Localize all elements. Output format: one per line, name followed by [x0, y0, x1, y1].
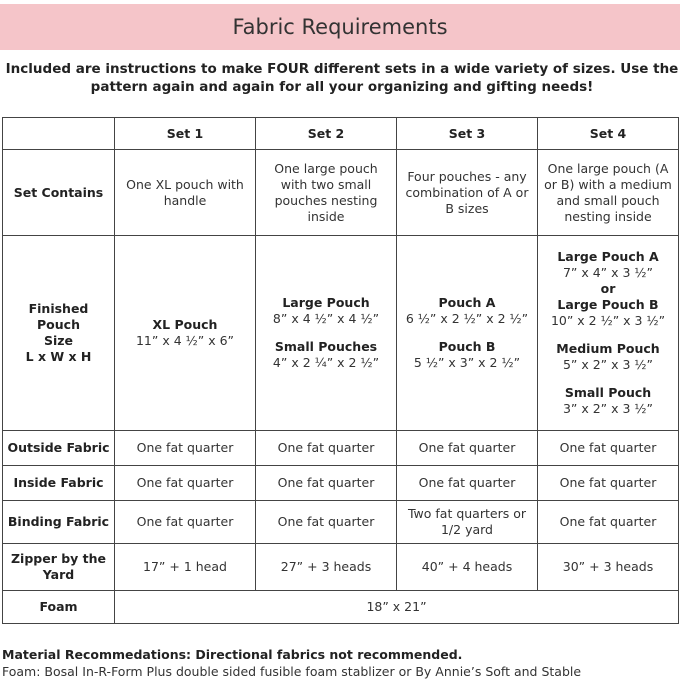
- set-4-binding: One fat quarter: [538, 501, 679, 544]
- row-label-binding-fabric: Binding Fabric: [3, 501, 115, 544]
- pouch-b-name: Pouch B: [438, 339, 496, 354]
- set-4-outside: One fat quarter: [538, 431, 679, 466]
- set-2-inside: One fat quarter: [256, 466, 397, 501]
- title-banner: [0, 4, 680, 50]
- row-label-outside-fabric: Outside Fabric: [3, 431, 115, 466]
- set-1-outside: One fat quarter: [115, 431, 256, 466]
- small-pouches-name: Small Pouches: [274, 339, 378, 354]
- large-pouch-b-size: 10” x 2 ½” x 3 ½”: [550, 313, 666, 328]
- table-row-finished-size: [3, 236, 679, 431]
- medium-pouch-name: Medium Pouch: [556, 341, 660, 356]
- set-4-finished-size: [538, 236, 679, 431]
- fabric-requirements-table: [2, 117, 679, 624]
- corner-cell: [3, 118, 115, 150]
- set-4-contains: One large pouch (A or B) with a medium and small pouch nesting inside: [538, 150, 679, 236]
- finished-label-line-1: Finished Pouch: [28, 301, 89, 332]
- pouch-a-size: 6 ½” x 2 ½” x 2 ½”: [405, 311, 529, 326]
- pouch-a-name: Pouch A: [438, 295, 496, 310]
- finished-label-line-3: L x W x H: [25, 349, 92, 364]
- set-2-outside: One fat quarter: [256, 431, 397, 466]
- intro-line-2: pattern again and again for all your organizing and gifting needs!: [90, 79, 594, 95]
- large-pouch-a-size: 7” x 4” x 3 ½”: [562, 265, 654, 280]
- small-pouch-size: 3” x 2” x 3 ½”: [562, 401, 654, 416]
- pouch-b-size: 5 ½” x 3” x 2 ½”: [413, 355, 521, 370]
- large-pouch-a-name: Large Pouch A: [557, 249, 659, 264]
- set-3-zipper: 40” + 4 heads: [397, 544, 538, 591]
- set-3-binding: Two fat quarters or 1/2 yard: [397, 501, 538, 544]
- table-row-foam: [3, 591, 679, 624]
- material-notes: [2, 646, 682, 680]
- or-label: or: [600, 281, 616, 296]
- set-1-binding: One fat quarter: [115, 501, 256, 544]
- intro-text: [0, 60, 684, 96]
- large-pouch-name: Large Pouch: [282, 295, 370, 310]
- set-2-finished-size: [256, 236, 397, 431]
- set-1-inside: One fat quarter: [115, 466, 256, 501]
- set-2-contains: One large pouch with two small pouches nesting inside: [256, 150, 397, 236]
- foam-recommendation: Foam: Bosal In-R-Form Plus double sided fusible foam stablizer or By Annie’s Soft and Stable: [2, 664, 582, 679]
- large-pouch-size: 8” x 4 ½” x 4 ½”: [272, 311, 380, 326]
- set-3-inside: One fat quarter: [397, 466, 538, 501]
- material-recommendation: Material Recommedations: Directional fabrics not recommended.: [2, 647, 463, 662]
- xl-pouch-size: 11” x 4 ½” x 6”: [135, 333, 235, 348]
- row-label-foam: Foam: [3, 591, 115, 624]
- small-pouches-size: 4” x 2 ¼” x 2 ½”: [272, 355, 380, 370]
- table-row-inside-fabric: [3, 466, 679, 501]
- table-row-outside-fabric: [3, 431, 679, 466]
- page-title: Fabric Requirements: [232, 15, 448, 39]
- header-set-2: Set 2: [256, 118, 397, 150]
- set-3-outside: One fat quarter: [397, 431, 538, 466]
- set-1-contains: One XL pouch with handle: [115, 150, 256, 236]
- set-3-contains: Four pouches - any combination of A or B sizes: [397, 150, 538, 236]
- set-1-zipper: 17” + 1 head: [115, 544, 256, 591]
- medium-pouch-size: 5” x 2” x 3 ½”: [562, 357, 654, 372]
- xl-pouch-name: XL Pouch: [152, 317, 218, 332]
- row-label-set-contains: Set Contains: [3, 150, 115, 236]
- row-label-zipper: Zipper by the Yard: [3, 544, 115, 591]
- table-row-set-contains: [3, 150, 679, 236]
- header-set-1: Set 1: [115, 118, 256, 150]
- row-label-finished-size: [3, 236, 115, 431]
- finished-label-line-2: Size: [43, 333, 74, 348]
- table-header-row: [3, 118, 679, 150]
- set-1-finished-size: [115, 236, 256, 431]
- set-2-zipper: 27” + 3 heads: [256, 544, 397, 591]
- table-row-zipper: [3, 544, 679, 591]
- set-4-zipper: 30” + 3 heads: [538, 544, 679, 591]
- row-label-inside-fabric: Inside Fabric: [3, 466, 115, 501]
- small-pouch-name: Small Pouch: [564, 385, 652, 400]
- header-set-3: Set 3: [397, 118, 538, 150]
- set-4-inside: One fat quarter: [538, 466, 679, 501]
- header-set-4: Set 4: [538, 118, 679, 150]
- large-pouch-b-name: Large Pouch B: [557, 297, 659, 312]
- table-row-binding-fabric: [3, 501, 679, 544]
- foam-value: 18” x 21”: [115, 591, 679, 624]
- set-3-finished-size: [397, 236, 538, 431]
- intro-line-1: Included are instructions to make FOUR different sets in a wide variety of sizes. Use the: [5, 61, 679, 77]
- set-2-binding: One fat quarter: [256, 501, 397, 544]
